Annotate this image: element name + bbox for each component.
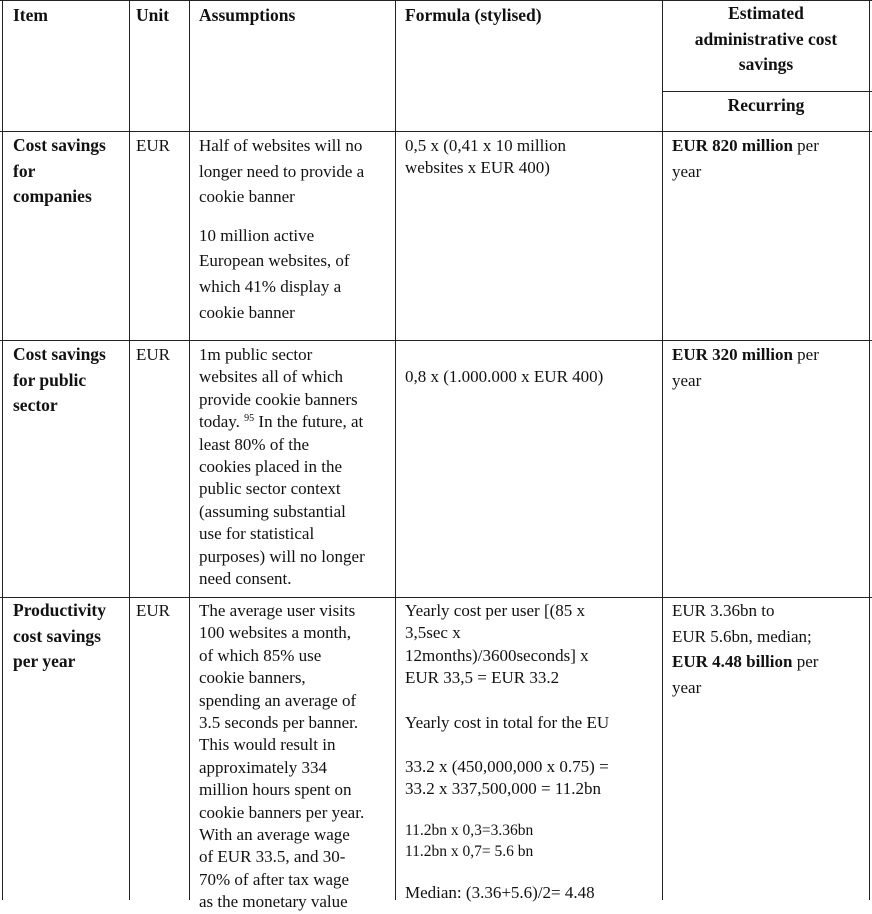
row-unit: EUR bbox=[136, 345, 170, 364]
header-estimated-savings: Estimated administrative cost savings bbox=[694, 3, 838, 75]
row-divider bbox=[0, 131, 872, 132]
column-divider bbox=[189, 0, 190, 900]
header-recurring: Recurring bbox=[727, 95, 805, 115]
row-assumptions: 1m public sector websites all of which provide cookie banners today. $^{95}$ In the future, at least 80% of the cookies placed in the public sector context (assuming substantial use for statistical purposes) will no longer need consent. bbox=[199, 345, 365, 589]
row-savings: EUR 320 million per year bbox=[672, 345, 819, 390]
header-unit: Unit bbox=[136, 5, 170, 25]
header-formula: Formula (stylised) bbox=[405, 5, 542, 25]
row-formula: Yearly cost per user [(85 x 3,5sec x 12months)/3600seconds] x EUR 33,5 = EUR 33.2 Yearly cost in total for the EU 33.2 x (450,000,000 x 0.75) = 33.2 x 337,500,000 = 11.2bn 11.2bn x 0,3=3.36bn 11.2bn x 0,7= 5.6 bn Median: (3.36+5.6)/2= 4.48 bbox=[405, 601, 610, 903]
row-savings: EUR 820 million per year bbox=[672, 136, 819, 181]
header-item: Item bbox=[13, 5, 48, 25]
footnote-marker: 95 bbox=[244, 413, 255, 425]
row-savings: EUR 3.36bn to EUR 5.6bn, median; EUR 4.48 billion per year bbox=[672, 601, 819, 697]
table-border-right bbox=[869, 0, 870, 900]
column-divider bbox=[129, 0, 130, 900]
header-sub-divider bbox=[662, 91, 872, 92]
row-formula: 0,8 x (1.000.000 x EUR 400) bbox=[405, 367, 604, 386]
header-assumptions: Assumptions bbox=[199, 5, 296, 25]
column-divider bbox=[662, 0, 663, 900]
row-item-productivity: Productivity cost savings per year bbox=[13, 600, 107, 672]
row-divider bbox=[0, 340, 872, 341]
row-unit: EUR bbox=[136, 136, 170, 155]
row-assumptions: The average user visits 100 websites a month, of which 85% use cookie banners, spending an average of 3.5 seconds per banner. This would result in approximately 334 million hours spent on cookie banners per year. With an average wage of EUR 33.5, and 30- 70% of after tax wage as the monetary value bbox=[199, 601, 365, 912]
column-divider bbox=[395, 0, 396, 900]
table-border-left bbox=[2, 0, 3, 900]
row-formula: 0,5 x (0,41 x 10 million websites x EUR 400) bbox=[405, 136, 567, 178]
row-item-public-sector: Cost savings for public sector bbox=[13, 344, 106, 416]
row-assumptions: Half of websites will no longer need to provide a cookie banner 10 million active European websites, of which 41% display a cookie banner bbox=[199, 136, 365, 322]
row-item-companies: Cost savings for companies bbox=[13, 135, 106, 207]
row-unit: EUR bbox=[136, 601, 170, 620]
